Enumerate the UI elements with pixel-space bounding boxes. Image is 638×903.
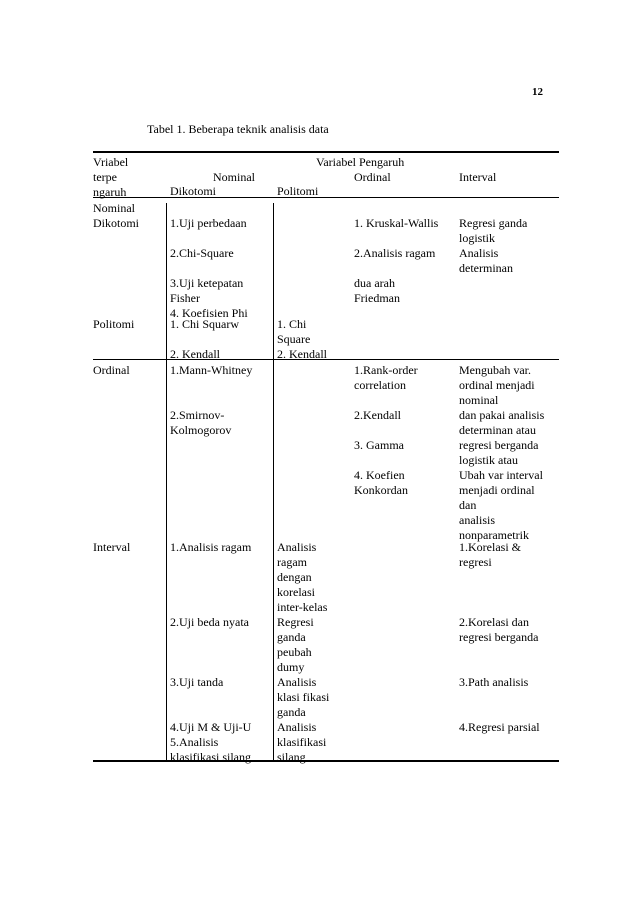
cell-nominal-dikotomi: 1.Uji perbedaan 2.Chi-Square 3.Uji ketepatan Fisher 4. Koefisien Phi	[170, 216, 248, 320]
table-top-rule	[93, 151, 559, 153]
row-label-ordinal: Ordinal	[93, 363, 130, 377]
dikotomi-column-rule	[166, 203, 167, 760]
row-label-nominal: Nominal Dikotomi	[93, 201, 140, 230]
header-dikotomi: Dikotomi	[170, 184, 217, 198]
header-interval: Interval	[459, 170, 497, 184]
page-number: 12	[532, 86, 543, 98]
cell-ordinal-ordinal: 1.Rank-order correlation 2.Kendall 3. Gamma 4. Koefien Konkordan	[354, 363, 418, 497]
header-nominal: Nominal	[213, 170, 255, 184]
header-ordinal: Ordinal	[354, 170, 391, 184]
header-row-variable: Vriabel terpe ngaruh	[93, 155, 129, 199]
cell-politomi-politomi: 1. Chi Square 2. Kendall	[277, 317, 327, 361]
header-bottom-rule	[93, 197, 559, 198]
cell-interval-interval: 1.Korelasi & regresi 2.Korelasi dan regresi berganda 3.Path analisis 4.Regresi parsial	[459, 540, 540, 734]
cell-ordinal-interval: Mengubah var. ordinal menjadi nominal dan pakai analisis determinan atau regresi berganda logistik atau Ubah var interval menjadi ordinal dan analisis nonparametrik	[459, 363, 545, 542]
cell-ordinal-dikotomi: 1.Mann-Whitney 2.Smirnov- Kolmogorov	[170, 363, 253, 437]
table-caption: Tabel 1. Beberapa teknik analisis data	[147, 122, 329, 136]
header-group-title: Variabel Pengaruh	[316, 155, 405, 169]
header-politomi: Politomi	[277, 184, 319, 198]
cell-nominal-interval: Regresi ganda logistik Analisis determinan	[459, 216, 528, 275]
row-label-politomi: Politomi	[93, 317, 135, 331]
cell-interval-politomi: Analisis ragam dengan korelasi inter-kelas Regresi ganda peubah dumy Analisis klasi fikasi ganda Analisis klasifikasi silang	[277, 540, 330, 764]
cell-nominal-ordinal: 1. Kruskal-Wallis 2.Analisis ragam dua arah Friedman	[354, 216, 439, 305]
politomi-column-rule	[273, 203, 274, 760]
cell-interval-dikotomi: 1.Analisis ragam 2.Uji beda nyata 3.Uji tanda 4.Uji M & Uji-U 5.Analisis klasifikasi silang	[170, 540, 252, 764]
row-label-interval: Interval	[93, 540, 131, 554]
cell-politomi-dikotomi: 1. Chi Squarw 2. Kendall	[170, 317, 239, 361]
